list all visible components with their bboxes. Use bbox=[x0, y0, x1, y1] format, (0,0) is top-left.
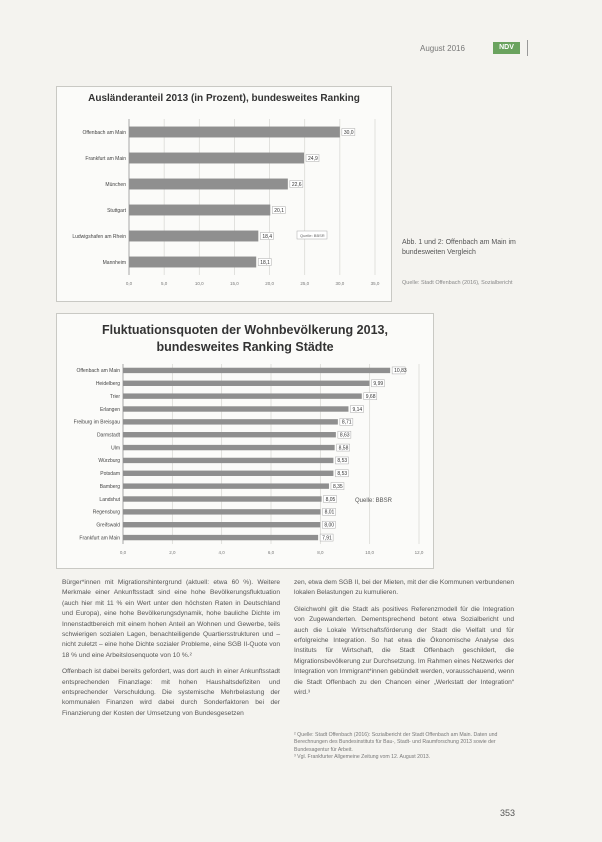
bar bbox=[123, 496, 322, 501]
category-label: Stuttgart bbox=[107, 207, 126, 214]
category-label: Darmstadt bbox=[96, 432, 120, 439]
category-label: Offenbach am Main bbox=[76, 368, 120, 375]
category-label: Frankfurt am Main bbox=[79, 535, 120, 542]
category-label: Offenbach am Main bbox=[82, 129, 126, 136]
category-label: Erlangen bbox=[99, 406, 120, 413]
category-label: Würzburg bbox=[98, 458, 120, 465]
data-label: 24,9 bbox=[308, 155, 318, 162]
paragraph: Offenbach ist dabei bereits gefordert, was dort auch in einer Ankunftsstadt entsprechenden Finanzlage: mit hohen Haushaltsdefiziten und entsprechender Verschuldung. Die systemische Mehrbelastung der kommunalen Finanzen wird dabei durch Sonderfaktoren bei der Finanzierung der Kosten der Umsetzung von Bundesgesetzen bbox=[62, 668, 280, 717]
bar bbox=[123, 368, 390, 373]
bar bbox=[129, 231, 258, 242]
x-tick-label: 12,0 bbox=[414, 550, 424, 555]
footnote: ³ Vgl. Frankfurter Allgemeine Zeitung vom 12. August 2013. bbox=[294, 754, 431, 761]
bar bbox=[123, 381, 369, 386]
category-label: Ulm bbox=[111, 445, 120, 452]
paragraph: Gleichwohl gilt die Stadt als positives Referenzmodell für die Integration von Zugewanderten. Dementsprechend betont etwa Sozialbericht und auch die Lokale Wirtschaftsförderung der Stadt die Vielfalt und für erfolgreiche Integration. So hat etwa die Ökonomische Analyse des Instituts für Wirtschaft, die Stadt Offenbach geschildert, die Migrationsbevölkerung zur Durchsetzung. Im Rahmen eines Netzwerks der Integration von Immigrant*innen gebündelt werden, vorausschauend, wenn die Stadt Offenbach zu den Chancen einer „Werkstatt der Integration“ wird.³ bbox=[294, 605, 514, 697]
bar bbox=[129, 153, 304, 164]
paragraph: Bürger*innen mit Migrationshintergrund (aktuell: etwa 60 %). Weitere Merkmale einer Ankunftsstadt sind eine hohe Bevölkerungsfluktuation (auch hier mit 11 % ein Wert unter den höchsten Raten in Deutschland und Europa), eine hohe Bevölkerungsdynamik, hohe bauliche Dichte im Innenstadtbereich mit einem hohen Anteil an Wohnen und Gewerbe, teils schwierigen sozialen Lagen, benachteiligende Quartiersstrukturen und – nicht zuletzt – eine hohe Dichte sozialer Probleme, eine SGB II-Quote von 18 % und eine Arbeitslosenquote von 10 %.² bbox=[62, 579, 280, 659]
data-label: 20,1 bbox=[274, 207, 285, 214]
category-label: München bbox=[105, 181, 126, 188]
x-tick-label: 5,0 bbox=[161, 281, 168, 286]
figure-caption: Abb. 1 und 2: Offenbach am Main im bundesweiten Vergleich bbox=[402, 239, 516, 256]
chart2-svg bbox=[57, 314, 433, 568]
header-divider bbox=[527, 40, 528, 56]
footnotes bbox=[294, 732, 516, 762]
paragraph: zen, etwa dem SGB II, bei der Mieten, mit der die Kommunen verbundenen lokalen Belastungen zu kumulieren. bbox=[294, 579, 514, 597]
bar bbox=[123, 445, 335, 450]
data-label: 7,91 bbox=[322, 535, 332, 542]
category-label: Greifswald bbox=[96, 522, 120, 529]
data-label: 10,83 bbox=[394, 368, 407, 375]
data-label: 9,14 bbox=[352, 406, 363, 413]
data-label: 8,01 bbox=[324, 509, 335, 516]
x-tick-label: 20,0 bbox=[265, 281, 274, 286]
bar bbox=[123, 406, 348, 411]
bar bbox=[123, 471, 333, 476]
data-label: 30,0 bbox=[343, 129, 354, 136]
bar bbox=[129, 127, 340, 138]
bar bbox=[123, 483, 329, 488]
body-column-right bbox=[294, 578, 514, 704]
category-label: Heidelberg bbox=[95, 381, 120, 388]
bar bbox=[129, 205, 270, 216]
data-label: 8,71 bbox=[341, 419, 352, 426]
data-label: 8,05 bbox=[325, 496, 336, 503]
ndv-logo: NDV bbox=[493, 42, 520, 54]
category-label: Potsdam bbox=[100, 471, 120, 478]
x-tick-label: 10,0 bbox=[194, 281, 204, 286]
category-label: Mannheim bbox=[102, 259, 126, 266]
chart1-svg bbox=[57, 87, 391, 301]
bar bbox=[123, 458, 333, 463]
x-tick-label: 15,0 bbox=[230, 281, 239, 286]
page-number: 353 bbox=[500, 808, 516, 818]
source-note: Quelle: BBSR bbox=[300, 233, 325, 238]
data-label: 8,63 bbox=[339, 432, 350, 439]
bar bbox=[129, 257, 256, 268]
category-label: Landshut bbox=[99, 496, 120, 503]
x-tick-label: 30,0 bbox=[335, 281, 345, 286]
chart2-title-line1: Fluktuationsquoten der Wohnbevölkerung 2013, bbox=[102, 323, 388, 337]
data-label: 18,4 bbox=[262, 233, 273, 240]
x-tick-label: 2,0 bbox=[169, 550, 176, 555]
bar bbox=[123, 522, 320, 527]
bar bbox=[123, 419, 338, 424]
data-label: 22,6 bbox=[291, 181, 302, 188]
bar bbox=[123, 535, 318, 540]
body-column-left bbox=[62, 578, 280, 725]
bar bbox=[129, 179, 288, 190]
chart-auslaenderanteil bbox=[56, 86, 392, 302]
bar bbox=[123, 432, 336, 437]
category-label: Ludwigshafen am Rhein bbox=[72, 233, 126, 240]
header-date: August 2016 bbox=[420, 44, 465, 53]
category-label: Bamberg bbox=[99, 483, 120, 490]
x-tick-label: 25,0 bbox=[300, 281, 310, 286]
bar bbox=[123, 393, 362, 398]
x-tick-label: 35,0 bbox=[370, 281, 380, 286]
data-label: 8,53 bbox=[337, 471, 348, 478]
x-tick-label: 0,0 bbox=[125, 281, 133, 286]
category-label: Regensburg bbox=[92, 509, 120, 516]
x-tick-label: 8,0 bbox=[317, 550, 324, 555]
chart2-title-line2: bundesweites Ranking Städte bbox=[156, 340, 334, 354]
data-label: 9,68 bbox=[365, 393, 376, 400]
chart-fluktuation bbox=[56, 313, 434, 569]
x-tick-label: 4,0 bbox=[218, 550, 225, 555]
data-label: 9,99 bbox=[373, 381, 384, 388]
x-tick-label: 0,0 bbox=[119, 550, 127, 555]
footnote: ² Quelle: Stadt Offenbach (2016): Sozialbericht der Stadt Offenbach am Main. Daten und Berechnungen des Bundesinstituts für Bau-, Stadt- und Raumforschung 2013 sowie der Bundesagentur für Arbeit. bbox=[294, 732, 498, 753]
data-label: 8,00 bbox=[324, 522, 335, 529]
category-label: Frankfurt am Main bbox=[85, 155, 126, 162]
data-label: 8,58 bbox=[338, 445, 349, 452]
figure-caption-source: Quelle: Stadt Offenbach (2016), Sozialbericht bbox=[402, 280, 513, 286]
data-label: 18,1 bbox=[260, 259, 270, 266]
category-label: Freiburg im Breisgau bbox=[73, 419, 120, 426]
chart2-source: Quelle: BBSR bbox=[355, 498, 393, 504]
x-tick-label: 10,0 bbox=[365, 550, 375, 555]
x-tick-label: 6,0 bbox=[267, 550, 275, 555]
chart1-title: Ausländeranteil 2013 (in Prozent), bundesweites Ranking bbox=[88, 93, 360, 104]
data-label: 8,35 bbox=[332, 483, 343, 490]
category-label: Trier bbox=[109, 393, 120, 400]
bar bbox=[123, 509, 321, 514]
data-label: 8,53 bbox=[337, 458, 348, 465]
